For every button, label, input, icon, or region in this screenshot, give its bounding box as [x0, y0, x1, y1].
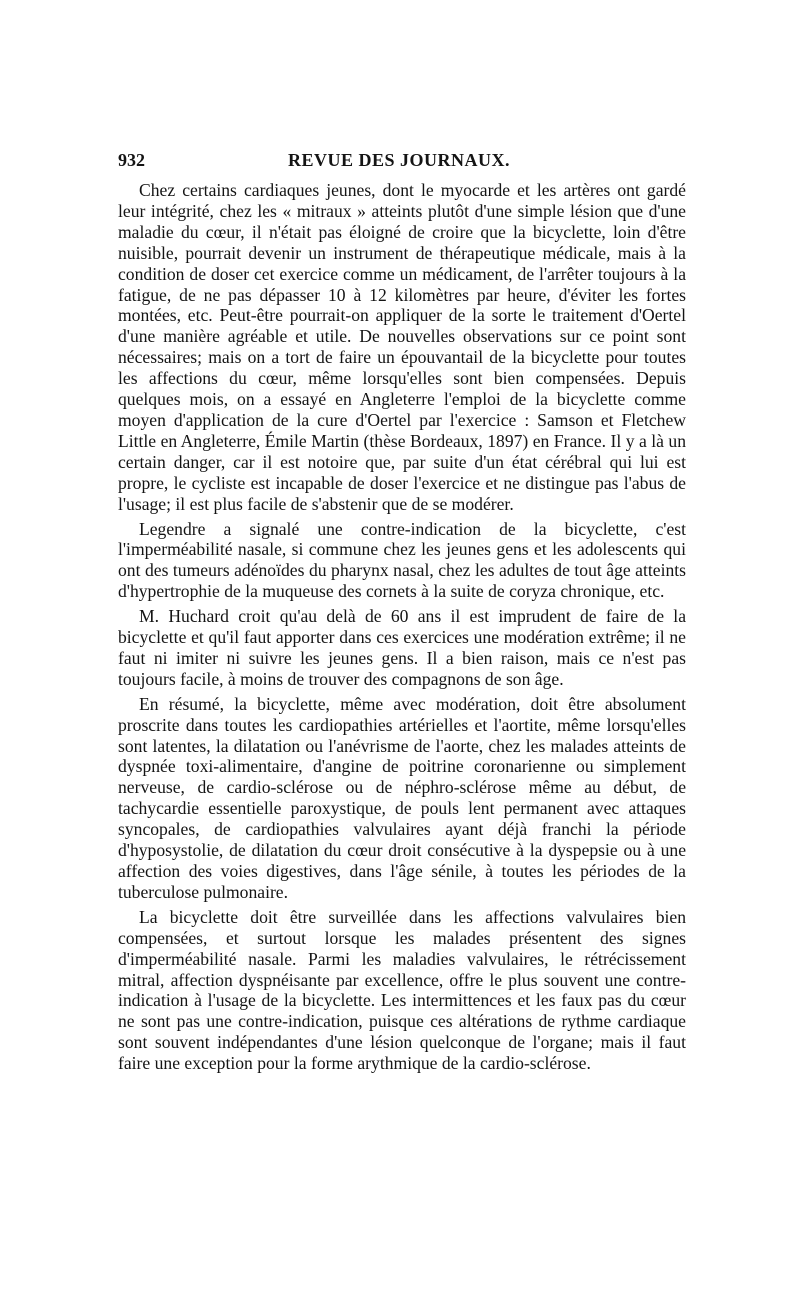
page-number: 932 — [118, 150, 145, 170]
paragraph-bicycle-therapeutic: Chez certains cardiaques jeunes, dont le myocarde et les artères ont gardé leur intégrité, chez les « mitraux » atteints plutôt d'une simple lésion que d'une maladie du cœur, il n'était pas éloigné de croire que la bicyclette, loin d'être nuisible, pourrait devenir un instrument de thérapeutique médicale, mais à la condition de doser cet exercice comme un médicament, de l'arrêter toujours à la fatigue, de ne pas dépasser 10 à 12 kilomètres par heure, d'éviter les fortes montées, etc. Peut-être pourrait-on appliquer de la sorte le traitement d'Oertel d'une manière agréable et utile. De nouvelles observations sur ce point sont nécessaires; mais on a tort de faire un épouvantail de la bicyclette pour toutes les affections du cœur, même lorsqu'elles sont bien compensées. Depuis quelques mois, on a essayé en Angleterre l'emploi de la bicyclette comme moyen d'application de la cure d'Oertel par l'exercice : Samson et Fletchew Little en Angleterre, Émile Martin (thèse Bordeaux, 1897) en France. Il y a là un certain danger, car il est notoire que, par suite d'un état cérébral qui lui est propre, le cycliste est incapable de doser l'exercice et ne distingue pas l'abus de l'usage; il est plus facile de s'abstenir que de se modérer. — [118, 180, 686, 514]
article-body — [118, 180, 686, 1074]
paragraph-nasal-impermeability: Legendre a signalé une contre-indication de la bicyclette, c'est l'imperméabilité nasale, si commune chez les jeunes gens et les adolescents qui ont des tumeurs adénoïdes du pharynx nasal, chez les adultes de tout âge atteints d'hypertrophie de la muqueuse des cornets à la suite de coryza chronique, etc. — [118, 518, 686, 602]
running-title: REVUE DES JOURNAUX. — [288, 150, 511, 170]
paragraph-summary-contraindications: En résumé, la bicyclette, même avec modération, doit être absolument proscrite dans toutes les cardiopathies artérielles et l'aortite, même lorsqu'elles sont latentes, la dilatation ou l'anévrisme de l'aorte, chez les malades atteints de dyspnée toxi-alimentaire, d'angine de poitrine coronarienne ou simplement nerveuse, de cardio-sclérose ou de néphro-sclérose même au début, de tachycardie essentielle paroxystique, de pouls lent permanent avec attaques syncopales, de cardiopathies valvulaires ayant déjà franchi la période d'hyposystolie, de dilatation du cœur droit consécutive à la dyspepsie ou à une affection des voies digestives, dans l'âge sénile, à toutes les périodes de la tuberculose pulmonaire. — [118, 693, 686, 902]
page-header — [118, 150, 686, 176]
journal-page — [118, 150, 686, 1074]
paragraph-age-sixty: M. Huchard croit qu'au delà de 60 ans il est imprudent de faire de la bicyclette et qu'il faut apporter dans ces exercices une modération extrême; il ne faut ni imiter ni suivre les jeunes gens. Il a bien raison, mais ce n'est pas toujours facile, à moins de trouver des compagnons de son âge. — [118, 606, 686, 689]
paragraph-valvular-surveillance: La bicyclette doit être surveillée dans les affections valvulaires bien compensées, et surtout lorsque les malades présentent des signes d'imperméabilité nasale. Parmi les maladies valvulaires, le rétrécissement mitral, affection dyspnéisante par excellence, offre le plus souvent une contre-indication à l'usage de la bicyclette. Les intermittences et les faux pas du cœur ne sont pas une contre-indication, puisque ces altérations de rythme cardiaque sont souvent indépendantes d'une lésion quelconque de l'organe; mais il faut faire une exception pour la forme arythmique de la cardio-sclérose. — [118, 906, 686, 1074]
